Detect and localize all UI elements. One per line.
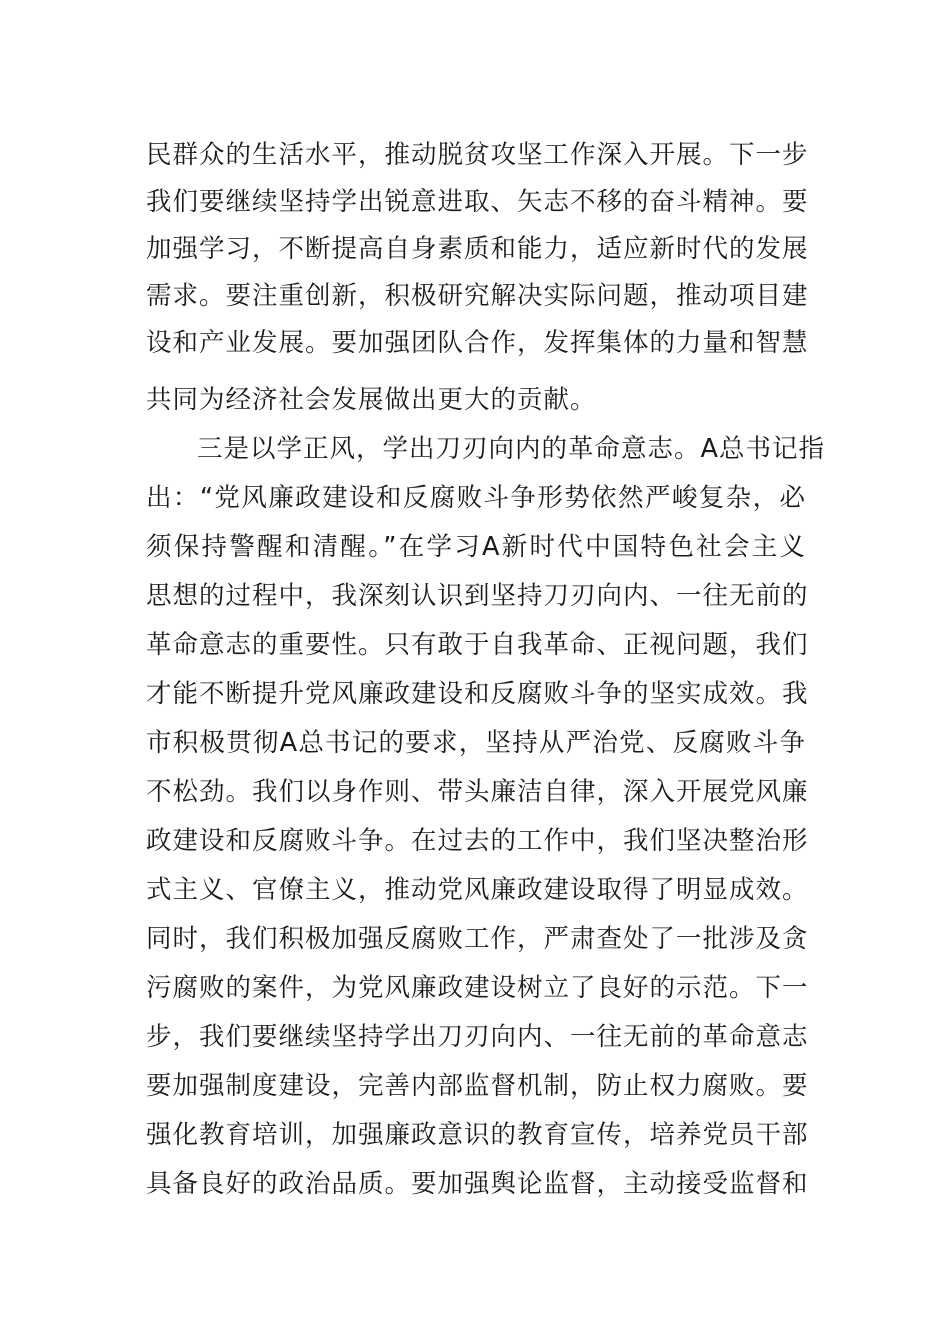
text-line: 污腐败的案件，为党风廉政建设树立了良好的示范。下一 <box>146 973 809 1003</box>
text-line: 式主义、官僚主义，推动党风廉政建设取得了明显成效。 <box>146 875 809 905</box>
text-line: 出：“党风廉政建设和反腐败斗争形势依然严峻复杂，必 <box>146 483 806 513</box>
text-line: 才能不断提升党风廉政建设和反腐败斗争的坚实成效。我 <box>146 679 809 709</box>
paragraph-first-line: 三是以学正风，学出刀刃向内的革命意志。A总书记指 <box>197 434 825 464</box>
text-line: 设和产业发展。要加强团队合作，发挥集体的力量和智慧 <box>146 328 809 358</box>
text-line: 不松劲。我们以身作则、带头廉洁自律，深入开展党风廉 <box>146 777 809 807</box>
text-line: 步，我们要继续坚持学出刀刃向内、一往无前的革命意志 <box>146 1022 809 1052</box>
text-line: 政建设和反腐败斗争。在过去的工作中，我们坚决整治形 <box>146 826 809 856</box>
text-line: 革命意志的重要性。只有敢于自我革命、正视问题，我们 <box>146 630 809 660</box>
text-line: 要加强制度建设，完善内部监督机制，防止权力腐败。要 <box>146 1071 809 1101</box>
text-line: 加强学习，不断提高自身素质和能力，适应新时代的发展 <box>146 234 809 264</box>
text-line: 须保持警醒和清醒。”在学习A新时代中国特色社会主义 <box>146 532 806 562</box>
text-line: 共同为经济社会发展做出更大的贡献。 <box>146 385 597 415</box>
text-line: 民群众的生活水平，推动脱贫攻坚工作深入开展。下一步 <box>146 140 809 170</box>
text-line: 需求。要注重创新，积极研究解决实际问题，推动项目建 <box>146 281 809 311</box>
text-line: 同时，我们积极加强反腐败工作，严肃查处了一批涉及贪 <box>146 924 809 954</box>
text-line: 我们要继续坚持学出锐意进取、矢志不移的奋斗精神。要 <box>146 187 809 217</box>
text-line: 强化教育培训，加强廉政意识的教育宣传，培养党员干部 <box>146 1120 809 1150</box>
text-line: 市积极贯彻A总书记的要求，坚持从严治党、反腐败斗争 <box>146 728 806 758</box>
text-line: 思想的过程中，我深刻认识到坚持刀刃向内、一往无前的 <box>146 581 809 611</box>
text-line: 具备良好的政治品质。要加强舆论监督，主动接受监督和 <box>146 1169 809 1199</box>
